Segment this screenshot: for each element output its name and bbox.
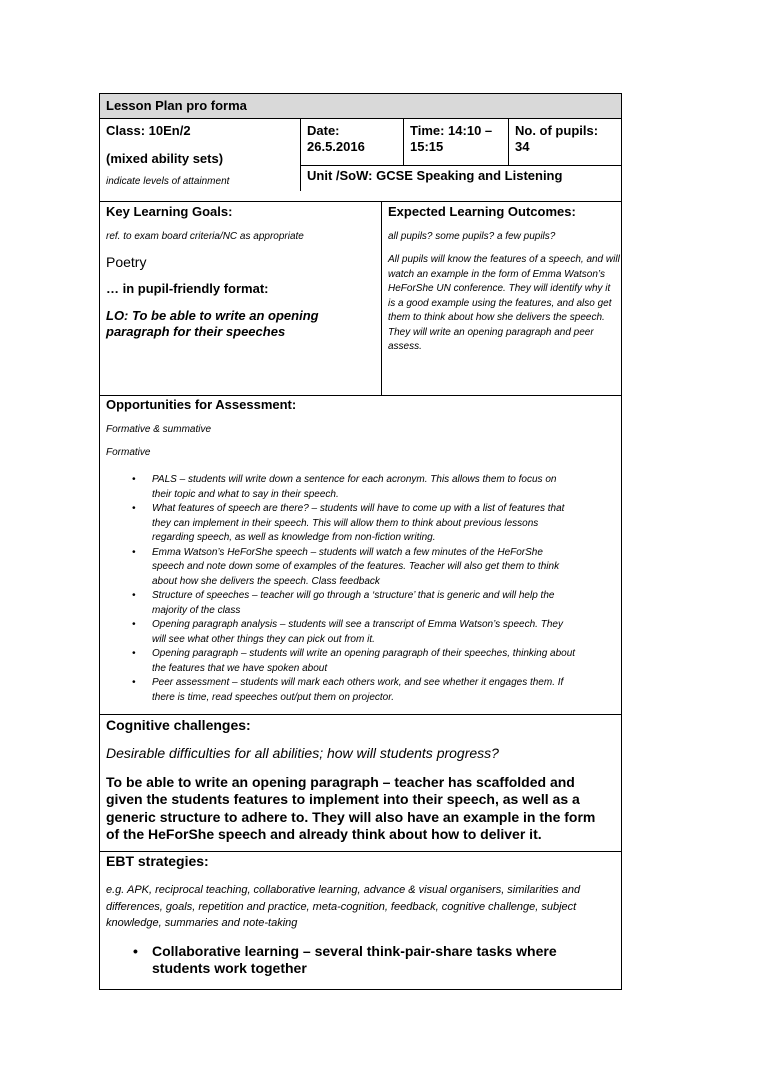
- page-title: Lesson Plan pro forma: [106, 98, 247, 113]
- unit-label: Unit /SoW: GCSE Speaking and Listening: [307, 168, 563, 183]
- assessment-type: Formative: [106, 447, 151, 458]
- assessment-heading: Opportunities for Assessment:: [106, 397, 297, 412]
- goals-topic: Poetry: [106, 254, 147, 270]
- class-label: Class: 10En/2: [106, 123, 191, 138]
- list-item: • What features of speech are there? – students will have to come up with a list of features that they can implement in their speech. This will allow them to think about previous lessons regarding speech, as well as knowledge from non-fiction writing.: [106, 502, 576, 546]
- time-label: Time: 14:10 –: [410, 123, 493, 138]
- list-item: • Opening paragraph – students will write an opening paragraph of their speeches, thinking about the features that we have spoken about: [106, 647, 576, 676]
- class-cell: [100, 119, 300, 191]
- expected-outcomes-cell: [382, 202, 621, 395]
- goals-hint: ref. to exam board criteria/NC as appropriate: [106, 231, 304, 242]
- attainment-hint: indicate levels of attainment: [106, 176, 230, 187]
- key-learning-goals-cell: [100, 202, 380, 395]
- cognitive-prompt: Desirable difficulties for all abilities; how will students progress?: [106, 745, 499, 761]
- date-cell: [301, 119, 403, 165]
- list-item: • Structure of speeches – teacher will go through a ‘structure’ that is generic and will help the majority of the class: [106, 589, 576, 618]
- learning-objective: LO: To be able to write an opening paragraph for their speeches: [106, 308, 319, 339]
- ability-label: (mixed ability sets): [106, 151, 224, 166]
- outcomes-text: All pupils will know the features of a speech, and will watch an example in the form of Emma Watson’s HeForShe UN conference. They will identify why it is a good example using the features, and also get them to think about how she delivers the speech. They will write an opening paragraph and peer assess.: [388, 254, 620, 352]
- lesson-plan-table: [99, 93, 622, 990]
- list-item: • PALS – students will write down a sentence for each acronym. This allows them to focus on their topic and what to say in their speech.: [106, 473, 576, 502]
- list-item: • Emma Watson’s HeForShe speech – students will watch a few minutes of the HeForShe speech and note down some of examples of the features. Teacher will also get them to think about how she delivers the speech. Class feedback: [106, 546, 576, 590]
- ebt-hint: e.g. APK, reciprocal teaching, collaborative learning, advance & visual organisers, similarities and differences, goals, repetition and practice, meta-cognition, feedback, cognitive challenge, subject knowledge, summaries and note-taking: [106, 884, 581, 929]
- outcomes-hint: all pupils? some pupils? a few pupils?: [388, 231, 556, 242]
- ebt-list: [106, 943, 576, 977]
- outcomes-heading: Expected Learning Outcomes:: [388, 204, 576, 219]
- assessment-list: [106, 473, 576, 705]
- time-value: 15:15: [410, 139, 444, 154]
- ebt-heading: EBT strategies:: [106, 853, 209, 869]
- unit-cell: [301, 166, 621, 191]
- date-label: Date:: [307, 123, 340, 138]
- pupils-label: No. of pupils:: [515, 123, 599, 138]
- pupils-value: 34: [515, 139, 530, 154]
- assessment-cell: [100, 396, 621, 719]
- time-cell: [404, 119, 508, 165]
- list-item: • Collaborative learning – several think-pair-share tasks where students work together: [106, 943, 576, 977]
- title-row: [100, 94, 621, 118]
- list-item: • Peer assessment – students will mark each others work, and see whether it engages them. If there is time, read speeches out/put them on projector.: [106, 676, 576, 705]
- pupils-cell: [509, 119, 621, 165]
- cognitive-challenges-cell: [100, 715, 621, 852]
- list-item: • Opening paragraph analysis – students will see a transcript of Emma Watson’s speech. They will see what other things they can pick out from it.: [106, 618, 576, 647]
- goals-heading: Key Learning Goals:: [106, 204, 233, 219]
- cognitive-text: To be able to write an opening paragraph – teacher has scaffolded and given the students features to implement into their speech, as well as a generic structure to adhere to. They will also have an example in the form of the HeForShe speech and already think about how to deliver it.: [106, 774, 596, 842]
- pupil-friendly-label: … in pupil-friendly format:: [106, 281, 269, 296]
- cognitive-heading: Cognitive challenges:: [106, 717, 251, 733]
- date-value: 26.5.2016: [307, 139, 365, 154]
- assessment-hint: Formative & summative: [106, 424, 212, 435]
- ebt-strategies-cell: [100, 852, 621, 989]
